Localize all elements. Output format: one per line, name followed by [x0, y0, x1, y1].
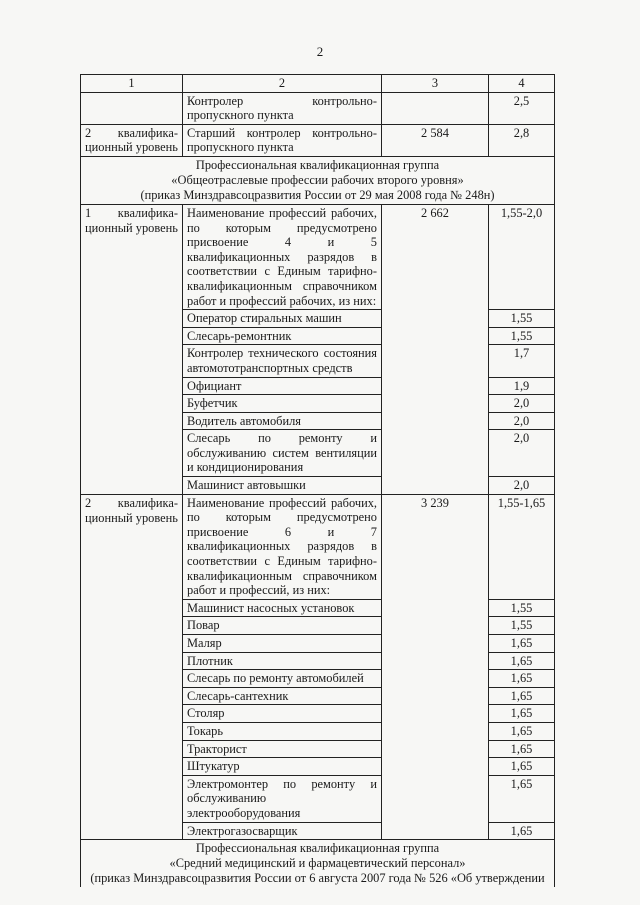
- table-header-row: [81, 75, 555, 93]
- level-cell: 2 квалифика-ционный уровень: [81, 124, 183, 156]
- coefficient-cell: 2,8: [489, 124, 555, 156]
- coefficient-cell: 2,0: [489, 477, 555, 495]
- profession-name: Электромонтер по ремонту и обслуживанию электрооборудования: [183, 775, 382, 822]
- coefficient-cell: 1,65: [489, 670, 555, 688]
- profession-name: Буфетчик: [183, 395, 382, 413]
- group-title: Профессиональная квалификационная группа: [195, 841, 440, 856]
- profession-name: Слесарь-ремонтник: [183, 327, 382, 345]
- salary-cell: [382, 92, 489, 124]
- coefficient-cell: 1,65: [489, 740, 555, 758]
- profession-name: Повар: [183, 617, 382, 635]
- level-cell: 1 квалифика-ционный уровень: [81, 204, 183, 494]
- coefficient-cell: 1,65: [489, 722, 555, 740]
- coefficient-cell: 2,0: [489, 395, 555, 413]
- profession-name: Контролер технического состояния автомототранспортных средств: [183, 345, 382, 377]
- profession-name: Столяр: [183, 705, 382, 723]
- profession-name: Слесарь по ремонту и обслуживанию систем вентиляции и кондиционирования: [183, 430, 382, 477]
- group-heading-row: [81, 156, 555, 204]
- coefficient-cell: 1,55: [489, 310, 555, 328]
- header-col-4: 4: [489, 75, 555, 93]
- profession-name: Штукатур: [183, 758, 382, 776]
- profession-name: Оператор стиральных машин: [183, 310, 382, 328]
- coefficient-cell: 1,7: [489, 345, 555, 377]
- header-col-2: 2: [183, 75, 382, 93]
- coefficient-cell: 1,65: [489, 758, 555, 776]
- coefficient-cell: 1,55: [489, 327, 555, 345]
- profession-name: Тракторист: [183, 740, 382, 758]
- salary-table: [80, 74, 555, 887]
- group-heading-row: [81, 840, 555, 888]
- level-intro-row: [81, 204, 555, 309]
- profession-name: Токарь: [183, 722, 382, 740]
- coefficient-range-cell: 1,55-1,65: [489, 494, 555, 599]
- page-number: 2: [316, 44, 324, 59]
- profession-name: Машинист насосных установок: [183, 599, 382, 617]
- header-col-3: 3: [382, 75, 489, 93]
- coefficient-cell: 1,65: [489, 775, 555, 822]
- profession-name: Старший контролер контрольно-пропускного пункта: [183, 124, 382, 156]
- coefficient-cell: 1,65: [489, 822, 555, 840]
- salary-cell: 2 584: [382, 124, 489, 156]
- profession-group-description: Наименование профессий рабочих, по которым предусмотрено присвоение 4 и 5 квалификационных разрядов в соответствии с Единым тарифно-квалификационным справочником работ и профессий рабочих, из них:: [183, 204, 382, 309]
- level-cell: [81, 92, 183, 124]
- coefficient-range-cell: 1,55-2,0: [489, 204, 555, 309]
- profession-name: Водитель автомобиля: [183, 412, 382, 430]
- profession-name: Маляр: [183, 635, 382, 653]
- salary-cell: 3 239: [382, 494, 489, 839]
- coefficient-cell: 1,65: [489, 652, 555, 670]
- coefficient-cell: 2,0: [489, 430, 555, 477]
- group-order-reference: (приказ Минздравсоцразвития России от 6 августа 2007 года № 526 «Об утверждении: [90, 871, 545, 886]
- header-col-1: 1: [81, 75, 183, 93]
- coefficient-cell: 2,5: [489, 92, 555, 124]
- group-order-reference: (приказ Минздравсоцразвития России от 29 мая 2008 года № 248н): [140, 187, 495, 202]
- table-row: [81, 124, 555, 156]
- profession-group-description: Наименование профессий рабочих, по которым предусмотрено присвоение 6 и 7 квалификационных разрядов в соответствии с Единым тарифно-квалификационным справочником работ и профессий, из них:: [183, 494, 382, 599]
- coefficient-cell: 1,9: [489, 377, 555, 395]
- level-cell: 2 квалифика-ционный уровень: [81, 494, 183, 839]
- level-intro-row: [81, 494, 555, 599]
- coefficient-cell: 1,65: [489, 705, 555, 723]
- coefficient-cell: 2,0: [489, 412, 555, 430]
- group-subtitle: «Общеотраслевые профессии рабочих второго уровня»: [171, 172, 464, 187]
- profession-name: Плотник: [183, 652, 382, 670]
- profession-name: Официант: [183, 377, 382, 395]
- salary-cell: 2 662: [382, 204, 489, 494]
- group-title: Профессиональная квалификационная группа: [195, 157, 440, 172]
- profession-name: Машинист автовышки: [183, 477, 382, 495]
- profession-name: Контролер контрольно-пропускного пункта: [183, 92, 382, 124]
- coefficient-cell: 1,55: [489, 599, 555, 617]
- profession-name: Электрогазосварщик: [183, 822, 382, 840]
- table-row: [81, 92, 555, 124]
- profession-name: Слесарь по ремонту автомобилей: [183, 670, 382, 688]
- coefficient-cell: 1,65: [489, 687, 555, 705]
- group-subtitle: «Средний медицинский и фармацевтический персонал»: [169, 856, 466, 871]
- coefficient-cell: 1,65: [489, 635, 555, 653]
- coefficient-cell: 1,55: [489, 617, 555, 635]
- profession-name: Слесарь-сантехник: [183, 687, 382, 705]
